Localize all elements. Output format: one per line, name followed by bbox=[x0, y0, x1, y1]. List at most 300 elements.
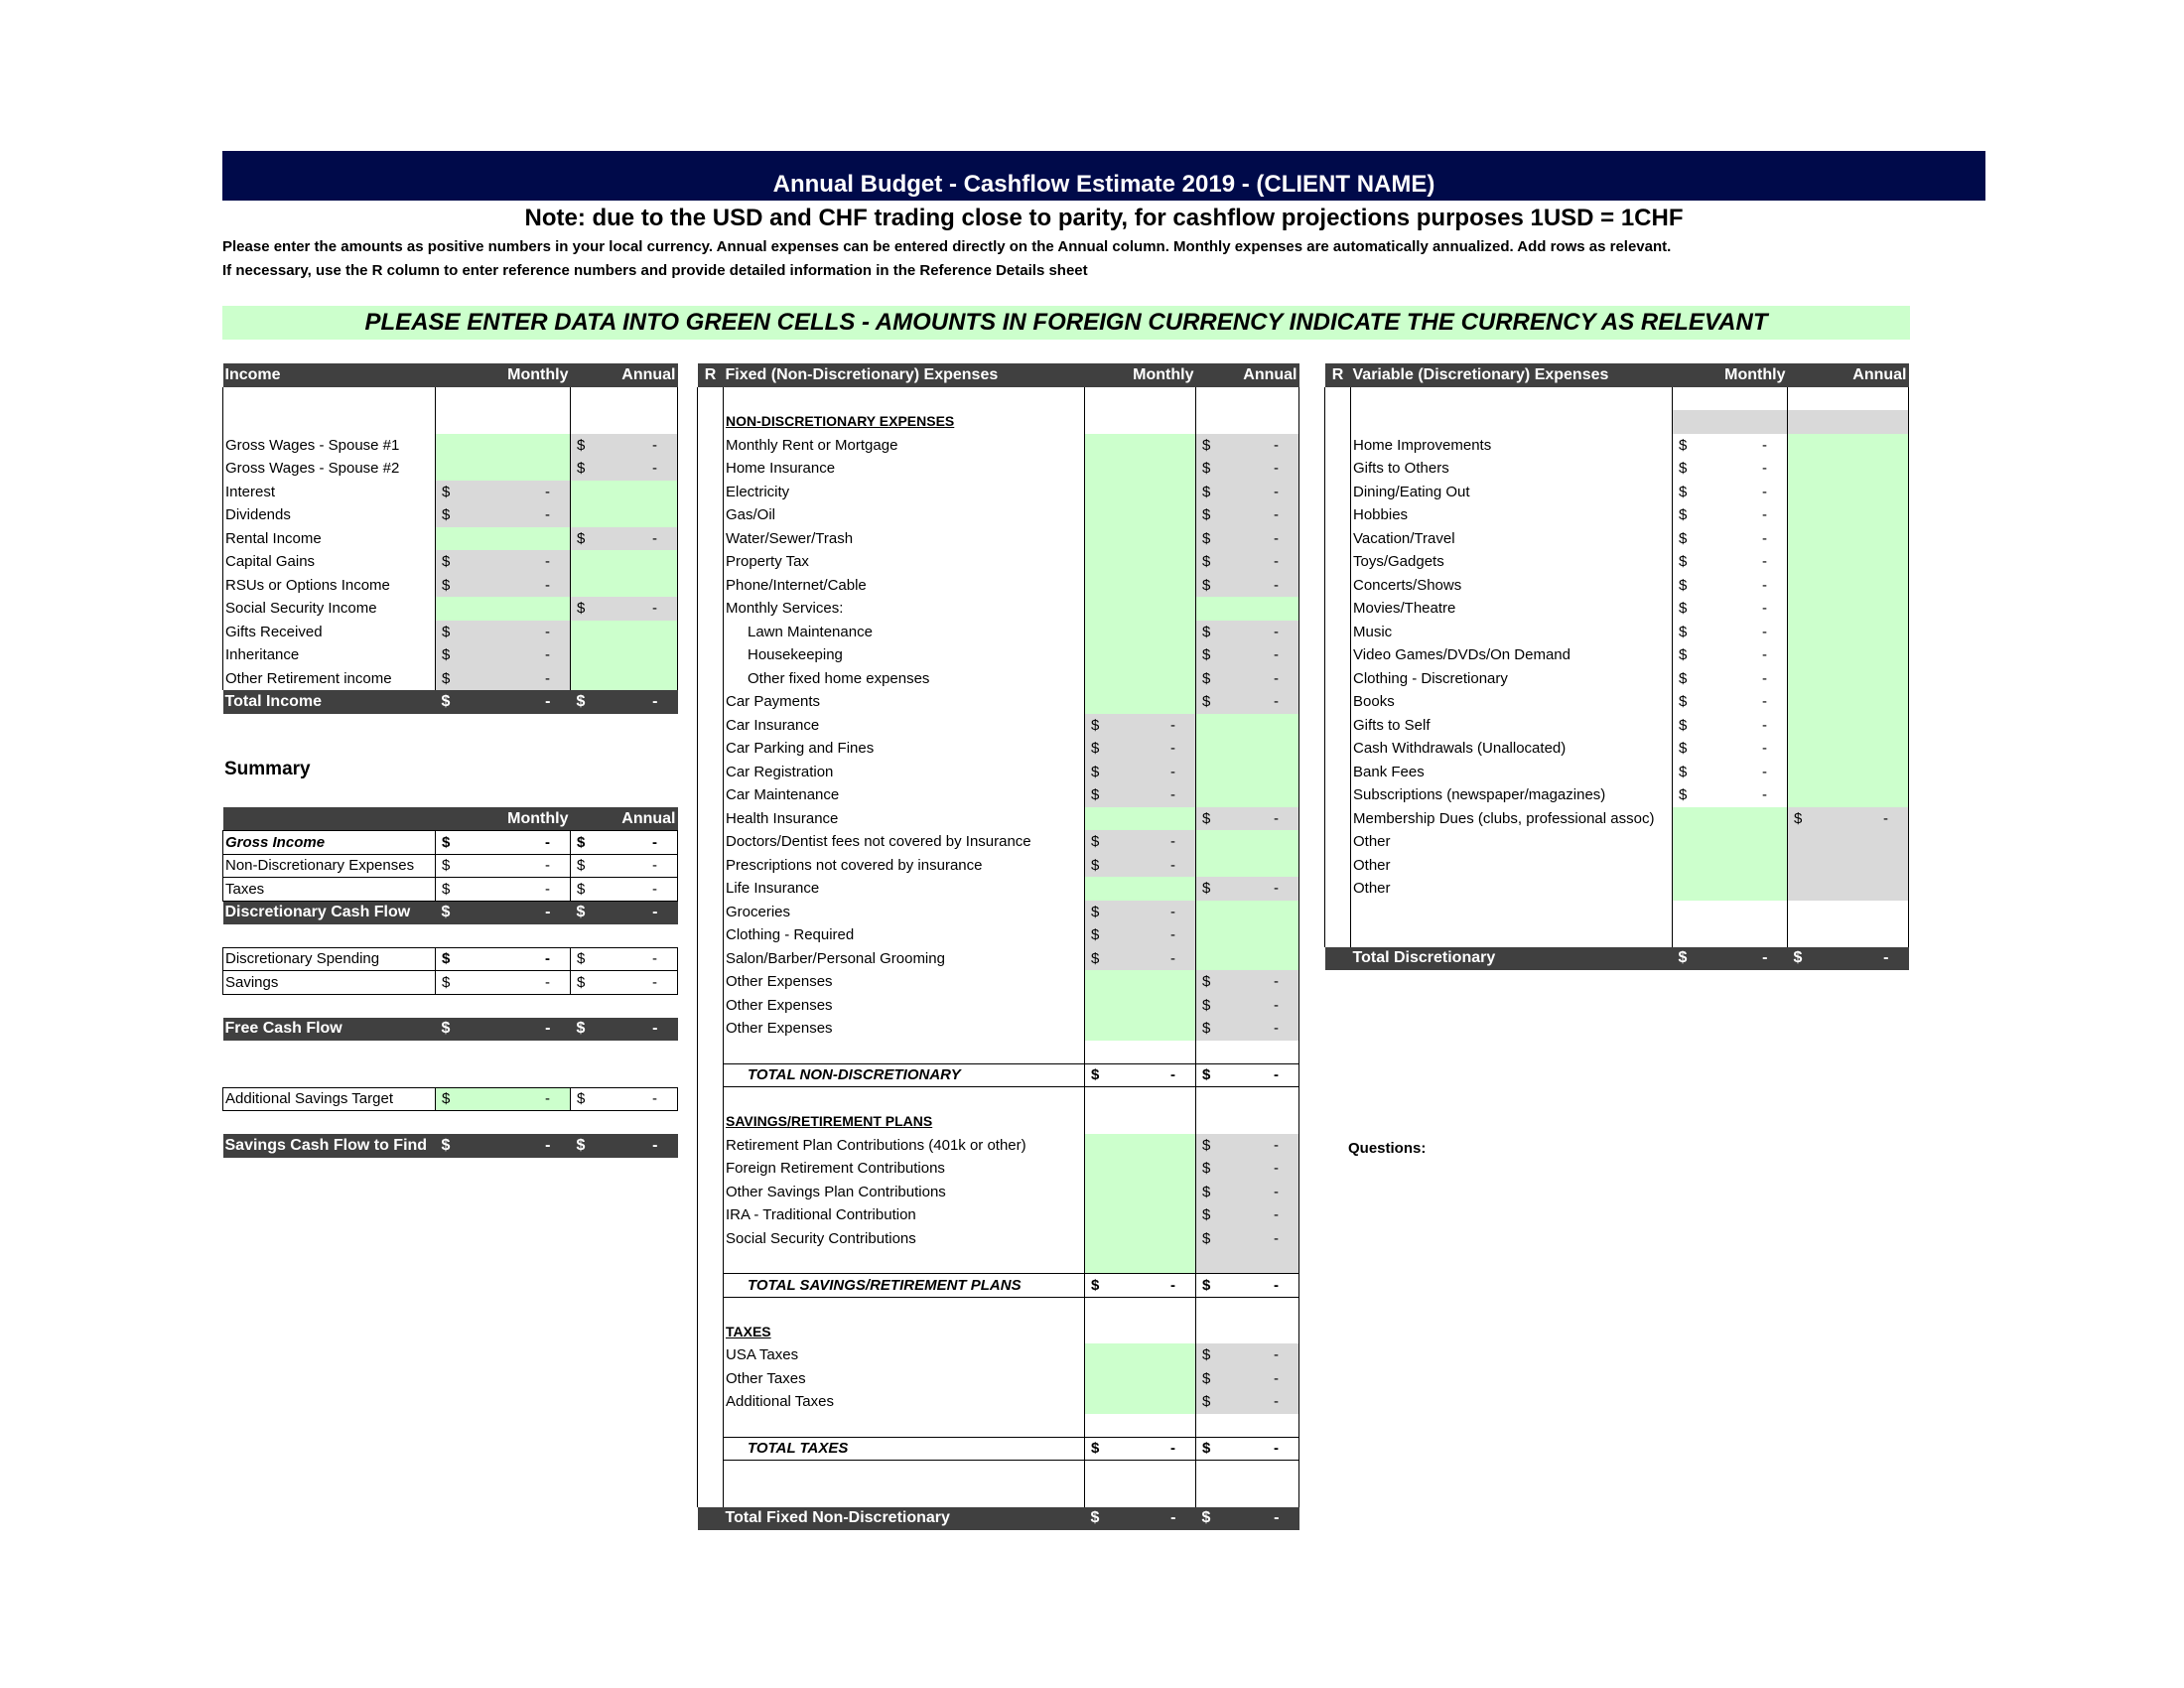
reference-cell[interactable] bbox=[698, 783, 724, 807]
reference-cell[interactable] bbox=[698, 1461, 724, 1484]
annual-input[interactable] bbox=[1788, 434, 1909, 458]
amount-value: - bbox=[545, 950, 550, 968]
reference-cell[interactable] bbox=[1325, 737, 1351, 761]
variable-expense-label: Other bbox=[1351, 854, 1673, 878]
reference-cell[interactable] bbox=[698, 1274, 724, 1298]
variable-expense-label: Bank Fees bbox=[1351, 761, 1673, 784]
amount-display bbox=[573, 1137, 676, 1155]
reference-cell[interactable] bbox=[698, 1063, 724, 1087]
annual-input[interactable] bbox=[571, 667, 678, 691]
summary-free-cash-flow-monthly bbox=[436, 1018, 571, 1042]
amount-value: - bbox=[652, 529, 657, 547]
monthly-value bbox=[1673, 527, 1788, 551]
summary-gross-income-label: Gross Income bbox=[223, 831, 436, 855]
annual-input[interactable] bbox=[571, 503, 678, 527]
monthly-input[interactable] bbox=[1085, 597, 1196, 621]
amount-value: - bbox=[1274, 1183, 1279, 1200]
currency-symbol: $ bbox=[442, 483, 451, 500]
annual-value bbox=[1196, 434, 1299, 458]
annual-value bbox=[1196, 457, 1299, 481]
variable-expense-row bbox=[1325, 527, 1909, 551]
amount-display bbox=[438, 484, 568, 500]
variable-expense-row bbox=[1325, 550, 1909, 574]
summary-free-cash-flow bbox=[223, 1018, 678, 1042]
fixed-expense-row bbox=[698, 1017, 1299, 1041]
amount-value: - bbox=[652, 600, 657, 618]
reference-cell[interactable] bbox=[698, 1203, 724, 1227]
reference-cell[interactable] bbox=[698, 574, 724, 598]
reference-cell[interactable] bbox=[698, 621, 724, 644]
monthly-input[interactable] bbox=[1673, 854, 1788, 878]
monthly-input[interactable] bbox=[1085, 643, 1196, 667]
monthly-input[interactable] bbox=[1085, 1390, 1196, 1414]
summary-gap bbox=[223, 1064, 678, 1088]
monthly-input[interactable] bbox=[436, 597, 571, 621]
amount-display bbox=[573, 950, 675, 967]
reference-cell[interactable] bbox=[1325, 923, 1351, 947]
monthly-input[interactable] bbox=[1085, 1157, 1196, 1181]
monthly-cell bbox=[1085, 1110, 1196, 1134]
reference-cell[interactable] bbox=[698, 901, 724, 924]
annual-input[interactable] bbox=[1788, 457, 1909, 481]
income-total-row bbox=[223, 690, 678, 714]
reference-cell[interactable] bbox=[698, 947, 724, 971]
amount-value: - bbox=[1170, 1440, 1175, 1458]
reference-cell[interactable] bbox=[1325, 783, 1351, 807]
reference-cell[interactable] bbox=[698, 1017, 724, 1041]
currency-symbol: $ bbox=[442, 973, 451, 991]
reference-cell[interactable] bbox=[698, 1134, 724, 1158]
amount-value: - bbox=[1762, 786, 1767, 804]
currency-symbol: $ bbox=[577, 600, 586, 618]
currency-symbol: $ bbox=[1202, 880, 1211, 898]
monthly-input[interactable] bbox=[1085, 481, 1196, 504]
monthly-input[interactable] bbox=[436, 457, 571, 481]
amount-display bbox=[1198, 484, 1297, 500]
label-cell bbox=[223, 410, 436, 434]
annual-value bbox=[1196, 690, 1299, 714]
reference-cell[interactable] bbox=[1325, 807, 1351, 831]
annual-input[interactable] bbox=[1788, 761, 1909, 784]
amount-display bbox=[1198, 624, 1297, 640]
amount-display bbox=[1087, 1277, 1193, 1294]
amount-display bbox=[573, 437, 675, 454]
amount-display bbox=[438, 670, 568, 687]
currency-symbol: $ bbox=[1091, 763, 1100, 780]
currency-symbol: $ bbox=[1091, 949, 1100, 967]
fixed-expense-label: USA Taxes bbox=[724, 1343, 1085, 1367]
blank bbox=[436, 1064, 571, 1088]
reference-cell[interactable] bbox=[1325, 481, 1351, 504]
amount-display bbox=[438, 646, 568, 663]
reference-cell[interactable] bbox=[698, 434, 724, 458]
summary-savings-cash-flow-to-find-label: Savings Cash Flow to Find bbox=[223, 1134, 436, 1158]
monthly-input[interactable] bbox=[1085, 667, 1196, 691]
fixed-expense-label: Salon/Barber/Personal Grooming bbox=[724, 947, 1085, 971]
fixed-expense-row bbox=[698, 854, 1299, 878]
amount-value: - bbox=[1170, 786, 1175, 804]
reference-cell[interactable] bbox=[698, 923, 724, 947]
currency-symbol: $ bbox=[442, 950, 451, 968]
amount-display bbox=[438, 693, 569, 711]
amount-value: - bbox=[1762, 693, 1767, 711]
summary-gap bbox=[223, 1041, 678, 1064]
reference-cell[interactable] bbox=[698, 643, 724, 667]
monthly-cell bbox=[1085, 1461, 1196, 1484]
annual-value bbox=[1196, 1157, 1299, 1181]
reference-cell[interactable] bbox=[698, 830, 724, 854]
reference-cell[interactable] bbox=[698, 1250, 724, 1274]
amount-value: - bbox=[1170, 1509, 1176, 1527]
reference-cell[interactable] bbox=[698, 597, 724, 621]
fixed-grand-total-annual bbox=[1196, 1507, 1299, 1531]
annual-input[interactable] bbox=[1788, 550, 1909, 574]
currency-symbol: $ bbox=[1679, 506, 1688, 524]
annual-input[interactable] bbox=[571, 550, 678, 574]
reference-cell[interactable] bbox=[698, 527, 724, 551]
fixed-total-non-discretionary bbox=[698, 1063, 1299, 1087]
monthly-input[interactable] bbox=[1673, 877, 1788, 901]
monthly-input[interactable] bbox=[1085, 877, 1196, 901]
income-header-monthly: Monthly bbox=[436, 363, 571, 387]
monthly-value bbox=[1085, 901, 1196, 924]
summary-discretionary-cash-flow bbox=[223, 901, 678, 924]
reference-cell[interactable] bbox=[1325, 597, 1351, 621]
annual-input[interactable] bbox=[1196, 901, 1299, 924]
summary-discretionary-cash-flow-monthly bbox=[436, 901, 571, 924]
reference-cell[interactable] bbox=[698, 1390, 724, 1414]
reference-cell[interactable] bbox=[1325, 410, 1351, 434]
variable-header-row bbox=[1325, 363, 1909, 387]
monthly-value bbox=[436, 481, 571, 504]
income-row bbox=[223, 643, 678, 667]
blank bbox=[223, 924, 436, 948]
reference-cell[interactable] bbox=[1325, 714, 1351, 738]
reference-cell[interactable] bbox=[698, 877, 724, 901]
reference-cell[interactable] bbox=[1325, 621, 1351, 644]
amount-display bbox=[438, 857, 568, 874]
annual-input[interactable] bbox=[571, 621, 678, 644]
annual-input[interactable] bbox=[1196, 761, 1299, 784]
amount-value: - bbox=[1170, 716, 1175, 734]
currency-symbol: $ bbox=[1202, 809, 1211, 827]
reference-cell[interactable] bbox=[698, 410, 724, 434]
amount-display bbox=[438, 624, 568, 640]
reference-cell[interactable] bbox=[698, 1110, 724, 1134]
fixed-expense-label: Additional Taxes bbox=[724, 1390, 1085, 1414]
fixed-expense-row bbox=[698, 923, 1299, 947]
fixed-header-row bbox=[698, 363, 1299, 387]
currency-symbol: $ bbox=[1090, 1509, 1100, 1527]
annual-input[interactable] bbox=[1788, 667, 1909, 691]
blank bbox=[436, 1111, 571, 1135]
annual-input[interactable] bbox=[1788, 690, 1909, 714]
reference-cell[interactable] bbox=[698, 1227, 724, 1251]
fixed-expense-row bbox=[698, 947, 1299, 971]
currency-symbol: $ bbox=[1091, 1440, 1100, 1458]
monthly-value bbox=[1673, 457, 1788, 481]
monthly-input[interactable] bbox=[1085, 1367, 1196, 1391]
reference-cell[interactable] bbox=[698, 1343, 724, 1367]
variable-expense-row bbox=[1325, 690, 1909, 714]
reference-cell[interactable] bbox=[1325, 527, 1351, 551]
monthly-value bbox=[1673, 643, 1788, 667]
amount-value: - bbox=[1274, 576, 1279, 594]
currency-note: Note: due to the USD and CHF trading close to parity, for cashflow projections purposes 1USD = 1CHF bbox=[524, 205, 1684, 231]
reference-cell[interactable] bbox=[1325, 761, 1351, 784]
annual-input[interactable] bbox=[1788, 783, 1909, 807]
annual-input[interactable] bbox=[1196, 783, 1299, 807]
reference-cell[interactable] bbox=[698, 1087, 724, 1111]
currency-symbol: $ bbox=[1678, 949, 1688, 967]
annual-input[interactable] bbox=[1788, 643, 1909, 667]
fixed-expense-row bbox=[698, 807, 1299, 831]
annual-input[interactable] bbox=[571, 574, 678, 598]
summary-additional-savings-target-monthly[interactable] bbox=[436, 1087, 571, 1111]
amount-display bbox=[573, 460, 675, 477]
currency-symbol: $ bbox=[1091, 740, 1100, 758]
reference-cell[interactable] bbox=[698, 457, 724, 481]
amount-value: - bbox=[652, 857, 657, 875]
label-cell bbox=[223, 387, 436, 411]
income-row bbox=[223, 527, 678, 551]
summary-discretionary-cash-flow-label: Discretionary Cash Flow bbox=[223, 901, 436, 924]
monthly-input[interactable] bbox=[1085, 1203, 1196, 1227]
fixed-spacer-row bbox=[698, 1087, 1299, 1111]
fixed-expense-row bbox=[698, 1134, 1299, 1158]
monthly-input[interactable] bbox=[1673, 807, 1788, 831]
reference-cell[interactable] bbox=[698, 970, 724, 994]
reference-cell[interactable] bbox=[698, 737, 724, 761]
summary-savings-cash-flow-to-find-monthly bbox=[436, 1134, 571, 1158]
annual-value bbox=[1196, 1390, 1299, 1414]
amount-value: - bbox=[652, 436, 657, 454]
reference-cell[interactable] bbox=[698, 1181, 724, 1204]
variable-expense-label: Membership Dues (clubs, professional assoc) bbox=[1351, 807, 1673, 831]
annual-input[interactable] bbox=[1788, 621, 1909, 644]
monthly-value bbox=[436, 643, 571, 667]
fixed-total-non-discretionary-monthly bbox=[1085, 1063, 1196, 1087]
annual-value bbox=[1196, 970, 1299, 994]
monthly-input[interactable] bbox=[1085, 1343, 1196, 1367]
reference-cell[interactable] bbox=[1325, 830, 1351, 854]
reference-cell[interactable] bbox=[1325, 901, 1351, 924]
amount-value: - bbox=[1762, 576, 1767, 594]
blank bbox=[223, 994, 436, 1018]
amount-value: - bbox=[545, 576, 550, 594]
income-label: RSUs or Options Income bbox=[223, 574, 436, 598]
annual-input[interactable] bbox=[1196, 923, 1299, 947]
fixed-expense-label: Car Parking and Fines bbox=[724, 737, 1085, 761]
amount-value: - bbox=[652, 692, 658, 710]
annual-input[interactable] bbox=[1788, 527, 1909, 551]
summary-discretionary-spending-label: Discretionary Spending bbox=[223, 947, 436, 971]
summary-gap bbox=[223, 924, 678, 948]
fixed-expense-label: Other Savings Plan Contributions bbox=[724, 1181, 1085, 1204]
annual-cell bbox=[1196, 387, 1299, 411]
monthly-input[interactable] bbox=[436, 434, 571, 458]
monthly-input[interactable] bbox=[1085, 1227, 1196, 1251]
amount-display bbox=[1198, 1509, 1297, 1527]
annual-cell bbox=[1788, 901, 1909, 924]
reference-cell[interactable] bbox=[1325, 854, 1351, 878]
variable-expense-row bbox=[1325, 737, 1909, 761]
monthly-value bbox=[1673, 574, 1788, 598]
amount-display bbox=[438, 1137, 569, 1155]
variable-expense-row bbox=[1325, 597, 1909, 621]
annual-input[interactable] bbox=[1788, 503, 1909, 527]
fixed-grand-total-label: Total Fixed Non-Discretionary bbox=[724, 1507, 1085, 1531]
reference-cell[interactable] bbox=[1325, 387, 1351, 411]
reference-cell[interactable] bbox=[698, 1321, 724, 1344]
reference-cell[interactable] bbox=[1325, 643, 1351, 667]
amount-display bbox=[573, 904, 676, 921]
monthly-input[interactable] bbox=[1673, 830, 1788, 854]
reference-cell[interactable] bbox=[698, 503, 724, 527]
annual-cell bbox=[1196, 1414, 1299, 1438]
blank bbox=[223, 1064, 436, 1088]
annual-input[interactable] bbox=[1196, 830, 1299, 854]
annual-value bbox=[1788, 877, 1909, 901]
amount-display bbox=[1198, 1277, 1297, 1294]
summary-gross-income-annual bbox=[571, 831, 678, 855]
reference-cell[interactable] bbox=[698, 807, 724, 831]
variable-expense-row bbox=[1325, 807, 1909, 831]
reference-cell[interactable] bbox=[698, 1414, 724, 1438]
monthly-value bbox=[1673, 761, 1788, 784]
reference-cell[interactable] bbox=[1325, 690, 1351, 714]
monthly-input[interactable] bbox=[1085, 527, 1196, 551]
reference-cell[interactable] bbox=[1325, 434, 1351, 458]
sheet-title: Annual Budget - Cashflow Estimate 2019 - (CLIENT NAME) bbox=[772, 171, 1435, 198]
variable-expense-label: Video Games/DVDs/On Demand bbox=[1351, 643, 1673, 667]
amount-value: - bbox=[545, 646, 550, 664]
reference-cell[interactable] bbox=[698, 550, 724, 574]
annual-value bbox=[1196, 1203, 1299, 1227]
currency-symbol: $ bbox=[1091, 833, 1100, 851]
variable-expense-label: Gifts to Self bbox=[1351, 714, 1673, 738]
monthly-input[interactable] bbox=[1085, 621, 1196, 644]
annual-input[interactable] bbox=[1196, 737, 1299, 761]
amount-value: - bbox=[1762, 483, 1767, 500]
monthly-input[interactable] bbox=[1085, 550, 1196, 574]
amount-value: - bbox=[1274, 460, 1279, 478]
monthly-value bbox=[1085, 761, 1196, 784]
reference-cell[interactable] bbox=[1325, 503, 1351, 527]
amount-display bbox=[1675, 484, 1785, 500]
fixed-expense-label: Health Insurance bbox=[724, 807, 1085, 831]
fixed-expense-label: Home Insurance bbox=[724, 457, 1085, 481]
reference-cell[interactable] bbox=[698, 761, 724, 784]
monthly-input[interactable] bbox=[1085, 807, 1196, 831]
amount-display bbox=[1198, 997, 1297, 1014]
monthly-input[interactable] bbox=[1085, 1017, 1196, 1041]
fixed-expense-row bbox=[698, 1343, 1299, 1367]
amount-value: - bbox=[652, 880, 657, 898]
reference-cell[interactable] bbox=[698, 1483, 724, 1507]
monthly-input[interactable] bbox=[436, 527, 571, 551]
amount-display bbox=[1087, 1440, 1193, 1457]
annual-cell bbox=[1196, 1483, 1299, 1507]
reference-cell[interactable] bbox=[698, 1437, 724, 1461]
annual-input[interactable] bbox=[1196, 947, 1299, 971]
reference-cell[interactable] bbox=[698, 1157, 724, 1181]
reference-cell[interactable] bbox=[698, 994, 724, 1018]
annual-input[interactable] bbox=[1788, 597, 1909, 621]
monthly-input[interactable] bbox=[1085, 1134, 1196, 1158]
monthly-input[interactable] bbox=[1085, 970, 1196, 994]
reference-cell[interactable] bbox=[1325, 667, 1351, 691]
amount-value: - bbox=[652, 460, 657, 478]
reference-cell[interactable] bbox=[1325, 550, 1351, 574]
monthly-input[interactable] bbox=[1085, 503, 1196, 527]
fixed-expense-label: Foreign Retirement Contributions bbox=[724, 1157, 1085, 1181]
currency-symbol: $ bbox=[442, 833, 451, 851]
reference-cell[interactable] bbox=[1325, 574, 1351, 598]
annual-input[interactable] bbox=[1196, 714, 1299, 738]
monthly-input[interactable] bbox=[1085, 574, 1196, 598]
annual-input[interactable] bbox=[1788, 481, 1909, 504]
monthly-value bbox=[1085, 737, 1196, 761]
amount-value: - bbox=[1274, 646, 1279, 664]
annual-input[interactable] bbox=[1196, 597, 1299, 621]
annual-input[interactable] bbox=[1196, 854, 1299, 878]
amount-value: - bbox=[1274, 623, 1279, 640]
annual-input[interactable] bbox=[1788, 714, 1909, 738]
annual-input[interactable] bbox=[571, 481, 678, 504]
annual-input[interactable] bbox=[1788, 574, 1909, 598]
amount-display bbox=[1087, 833, 1193, 850]
label-cell bbox=[724, 1414, 1085, 1438]
reference-cell[interactable] bbox=[698, 387, 724, 411]
fixed-total-taxes-monthly bbox=[1085, 1437, 1196, 1461]
monthly-value bbox=[1673, 621, 1788, 644]
fixed-expense-label: Property Tax bbox=[724, 550, 1085, 574]
annual-value bbox=[1788, 830, 1909, 854]
currency-symbol: $ bbox=[1679, 763, 1688, 780]
amount-display bbox=[1087, 1509, 1194, 1527]
reference-cell[interactable] bbox=[698, 714, 724, 738]
monthly-input[interactable] bbox=[1085, 994, 1196, 1018]
blank bbox=[571, 1041, 678, 1064]
monthly-input[interactable] bbox=[1085, 457, 1196, 481]
amount-value: - bbox=[1274, 1369, 1279, 1387]
reference-cell[interactable] bbox=[698, 854, 724, 878]
reference-cell[interactable] bbox=[698, 1041, 724, 1064]
monthly-input[interactable] bbox=[1085, 690, 1196, 714]
monthly-input[interactable] bbox=[1085, 1181, 1196, 1204]
reference-cell[interactable] bbox=[1325, 457, 1351, 481]
monthly-value bbox=[1673, 481, 1788, 504]
reference-cell[interactable] bbox=[698, 1297, 724, 1321]
currency-symbol: $ bbox=[1679, 623, 1688, 640]
fixed-spacer-row bbox=[698, 1414, 1299, 1438]
amount-display bbox=[573, 1020, 676, 1038]
annual-cell bbox=[1196, 1041, 1299, 1064]
reference-cell[interactable] bbox=[698, 481, 724, 504]
reference-cell[interactable] bbox=[1325, 877, 1351, 901]
amount-value: - bbox=[1883, 809, 1888, 827]
amount-display bbox=[1087, 857, 1193, 874]
amount-display bbox=[1198, 1370, 1297, 1387]
monthly-input[interactable] bbox=[1085, 434, 1196, 458]
reference-cell[interactable] bbox=[698, 690, 724, 714]
annual-input[interactable] bbox=[571, 643, 678, 667]
reference-cell[interactable] bbox=[698, 667, 724, 691]
currency-symbol: $ bbox=[1202, 693, 1211, 711]
annual-input[interactable] bbox=[1788, 737, 1909, 761]
reference-cell[interactable] bbox=[698, 1367, 724, 1391]
